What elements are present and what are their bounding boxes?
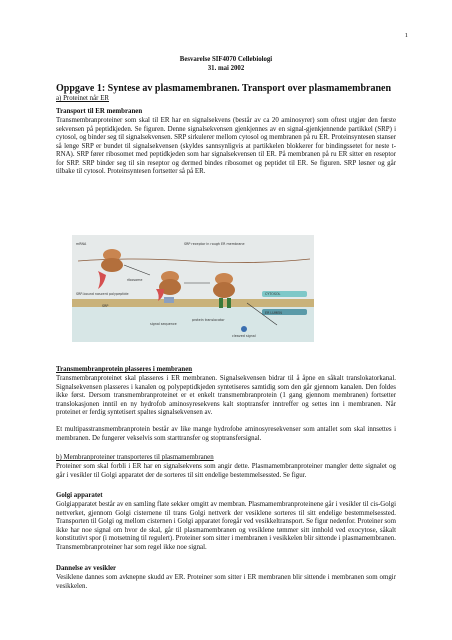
placed-body-1: Transmembranproteinet skal plasseres i ER membranen. Signalsekvensen bidrar til å åpne en såkalt translokatorkanal. Signalsekvensen plasseres i kanalen og polypeptidkjeden syntetiseres samtidig som den går gjennom kanalen. Den foldes ikke først. Dersom transmembranproteinet er et enkelt transmembranprotein (1 gang gjennom membranen) fortsetter translokasjonen inntil en ny hydrofob aminosyresekvens kalt stoptransfer inntreffer og settes inn i membranen. Når proteinet er ferdig syntetisert spaltes signalsekvensen av. (56, 375, 396, 417)
label-translocator: protein translocator (192, 318, 225, 322)
label-srp-bound: SRP-bound nascent polypeptide (76, 292, 129, 296)
placed-body-2: Et multipasstransmembranprotein består av like mange hydrofobe aminosyresekvenser som antallet som skal innsettes i membranen. De fungerer vekselvis som starttransfer og stoptransfersignal. (56, 426, 396, 442)
translocator-left (219, 298, 223, 308)
transport-heading: Transport til ER membranen (56, 108, 143, 115)
golgi-body: Golgiapparatet består av en samling flate sekker omgitt av membran. Plasmamembranproteinene går i vesikler til cis-Golgi nettverket, gjennom Golgi cisternene til trans Golgi nettverk der vesiklene sorteres til sitt endelige bestemmelsessted. Transporten til Golgi og mellom cisternen i Golgi apparatet foregår ved vesikkeltransport. Se figur nedenfor. Proteiner som ikke har noe signal om hvor de skal, går til plasmamembranen og vesiklene tømmer sitt innhold ved exocytose, såkalt konstitutivt spor (i motsetning til regulert). Proteiner som sitter i membranen i vesikkelen blir sittende i plasmamembranen. Transmembranproteiner har som regel ikke noe signal. (56, 501, 396, 551)
label-srp-receptor: SRP receptor in rough ER membrane (184, 242, 245, 246)
srp-receptor (164, 297, 174, 303)
golgi-heading: Golgi apparatet (56, 492, 103, 499)
label-srp: SRP (102, 304, 109, 308)
section-b-body: Proteiner som skal forbli i ER har en signalsekvens som angir dette. Plasmamembranproteiner mangler dette signalet og går i vesikler til Golgi apparatet der de sorteres til sitt endelige bestemmelsessted. Se figur. (56, 463, 396, 479)
label-ribosome: ribosome (127, 278, 143, 282)
transport-body: Transmembranproteiner som skal til ER har en signalsekvens (består av ca 20 aminosyrer) som oftest utgjør den første sekvensen på peptidkjeden. Se figuren. Denne signalsekvensen gjenkjennes av en signal-gjenkjennende partikkel (SRP) i cytosol, og binder seg til signalsekvensen. SRP sirkulerer mellom cytosol og membranen på ru ER. Proteinsyntesen stanser så lenge SRP er bundet til signalsekvensen (skyldes sannsynligvis at partikkelen blokkerer for bindingssetet for neste t-RNA). SRP fører ribosomet med peptidkjeden som har signalsekvensen til ER. På membranen på ru ER sitter en reseptor for SRP. SRP binder seg til sin reseptor og dermed bindes ribosomet og peptidet til ER. Se figuren. SRP løsner og går tilbake til cytosol. Proteinsyntesen fortsetter så på ER. (56, 117, 396, 176)
placed-heading: Transmembranprotein plasseres i membranen (56, 366, 193, 373)
section-a-label: a) Proteinet når ER (56, 95, 110, 102)
label-cytosol: CYTOSOL (265, 292, 281, 296)
main-title: Oppgave 1: Syntese av plasmamembranen. Transport over plasmamembranen (56, 83, 391, 94)
label-er-lumen: ER LUMEN (265, 311, 282, 315)
cleaved-signal-dot (241, 326, 247, 332)
section-b-label: b) Membranproteiner transporteres til plasmamembranen (56, 454, 214, 461)
header-line-1: Besvarelse SIF4070 Cellebiologi (179, 56, 273, 63)
label-signal: signal sequence (150, 322, 177, 326)
srp-translocation-figure (72, 235, 314, 342)
label-mrna: mRNA (76, 242, 87, 246)
label-cleaved: cleaved signal (232, 334, 256, 338)
ribosome-1 (101, 249, 123, 272)
page-number: 1 (404, 32, 408, 39)
translocator-right (227, 298, 231, 308)
header-line-2: 31. mai 2002 (207, 65, 245, 72)
vesicle-heading: Dannelse av vesikler (56, 565, 117, 572)
vesicle-body: Vesiklene dannes som avknepne skudd av ER. Proteiner som sitter i ER membranen blir sittende i membranen som omgir vesikkelen. (56, 574, 396, 590)
ribosome-3 (213, 273, 235, 298)
